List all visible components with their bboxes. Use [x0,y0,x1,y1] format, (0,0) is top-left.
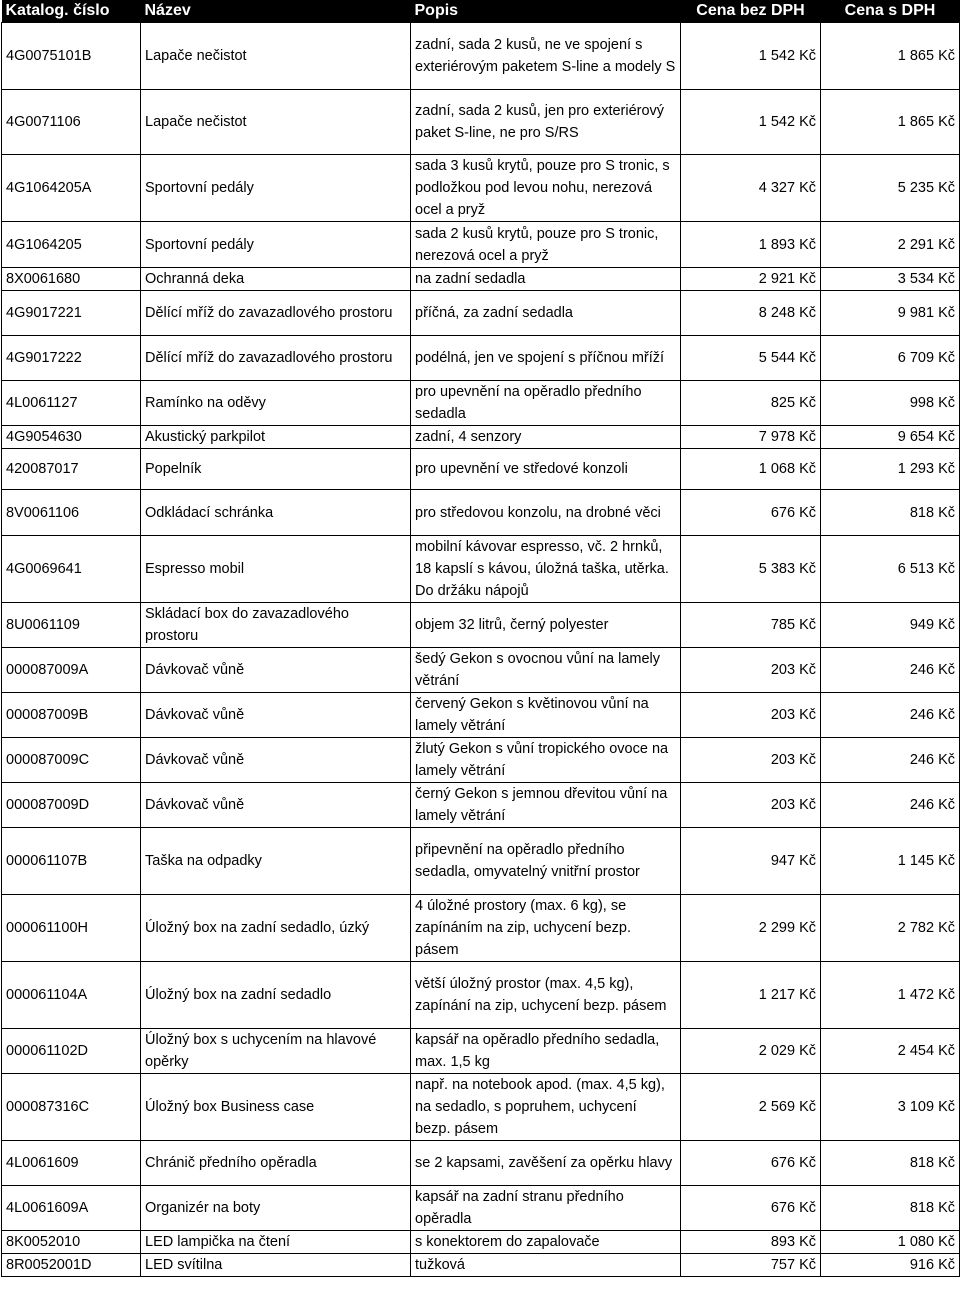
table-row [2,449,960,490]
table-row [2,738,960,783]
price-gross-cell: 818 Kč [821,1141,960,1186]
price-net-cell: 1 893 Kč [681,222,821,268]
name-cell: Lapače nečistot [141,23,411,90]
price-gross-cell: 1 080 Kč [821,1231,960,1254]
description-cell: kapsář na zadní stranu předního opěradla [411,1186,681,1231]
price-gross-cell: 3 109 Kč [821,1074,960,1141]
name-cell: Dávkovač vůně [141,738,411,783]
description-cell: zadní, sada 2 kusů, ne ve spojení s exteriérovým paketem S-line a modely S [411,23,681,90]
price-net-cell: 4 327 Kč [681,155,821,222]
price-gross-cell: 916 Kč [821,1254,960,1277]
price-net-cell: 203 Kč [681,693,821,738]
price-gross-cell: 1 145 Kč [821,828,960,895]
table-row [2,291,960,336]
name-cell: Úložný box Business case [141,1074,411,1141]
table-row [2,90,960,155]
description-cell: např. na notebook apod. (max. 4,5 kg), na sedadlo, s popruhem, uchycení bezp. pásem [411,1074,681,1141]
name-cell: Ochranná deka [141,268,411,291]
name-cell: Chránič předního opěradla [141,1141,411,1186]
description-cell: kapsář na opěradlo předního sedadla, max. 1,5 kg [411,1029,681,1074]
table-row [2,783,960,828]
price-net-cell: 2 299 Kč [681,895,821,962]
code-cell: 4G0069641 [2,536,141,603]
price-net-cell: 5 544 Kč [681,336,821,381]
description-cell: zadní, sada 2 kusů, jen pro exteriérový paket S-line, ne pro S/RS [411,90,681,155]
description-cell: připevnění na opěradlo předního sedadla, omyvatelný vnitřní prostor [411,828,681,895]
code-cell: 8V0061106 [2,490,141,536]
price-net-cell: 2 569 Kč [681,1074,821,1141]
price-gross-cell: 9 981 Kč [821,291,960,336]
price-gross-cell: 1 293 Kč [821,449,960,490]
price-net-cell: 757 Kč [681,1254,821,1277]
name-cell: Dávkovač vůně [141,693,411,738]
table-row [2,155,960,222]
name-cell: Espresso mobil [141,536,411,603]
description-cell: sada 3 kusů krytů, pouze pro S tronic, s podložkou pod levou nohu, nerezová ocel a pryž [411,155,681,222]
code-cell: 000061104A [2,962,141,1029]
code-cell: 000061100H [2,895,141,962]
price-net-cell: 893 Kč [681,1231,821,1254]
table-row [2,1231,960,1254]
description-cell: sada 2 kusů krytů, pouze pro S tronic, nerezová ocel a pryž [411,222,681,268]
code-cell: 000061102D [2,1029,141,1074]
code-cell: 8X0061680 [2,268,141,291]
price-gross-cell: 2 291 Kč [821,222,960,268]
price-gross-cell: 1 472 Kč [821,962,960,1029]
table-row [2,1074,960,1141]
table-row [2,895,960,962]
name-cell: Dělící mříž do zavazadlového prostoru [141,291,411,336]
price-gross-cell: 998 Kč [821,381,960,426]
code-cell: 000087009A [2,648,141,693]
description-cell: šedý Gekon s ovocnou vůní na lamely větrání [411,648,681,693]
price-gross-cell: 1 865 Kč [821,23,960,90]
price-gross-cell: 246 Kč [821,648,960,693]
price-gross-cell: 2 454 Kč [821,1029,960,1074]
price-gross-cell: 246 Kč [821,738,960,783]
price-net-cell: 203 Kč [681,783,821,828]
description-cell: 4 úložné prostory (max. 6 kg), se zapínáním na zip, uchycení bezp. pásem [411,895,681,962]
code-cell: 4G9054630 [2,426,141,449]
code-cell: 4G0071106 [2,90,141,155]
code-cell: 000061107B [2,828,141,895]
code-cell: 4G1064205 [2,222,141,268]
name-cell: Úložný box na zadní sedadlo, úzký [141,895,411,962]
description-cell: pro upevnění ve středové konzoli [411,449,681,490]
header-code: Katalog. číslo [2,0,141,23]
header-price-gross: Cena s DPH [821,0,960,23]
table-row [2,336,960,381]
header-row [2,0,960,23]
table-row [2,381,960,426]
price-net-cell: 1 542 Kč [681,23,821,90]
table-row [2,536,960,603]
table-row [2,828,960,895]
name-cell: Sportovní pedály [141,222,411,268]
price-gross-cell: 3 534 Kč [821,268,960,291]
price-net-cell: 8 248 Kč [681,291,821,336]
header-price-net: Cena bez DPH [681,0,821,23]
description-cell: větší úložný prostor (max. 4,5 kg), zapínání na zip, uchycení bezp. pásem [411,962,681,1029]
name-cell: Dávkovač vůně [141,648,411,693]
price-net-cell: 676 Kč [681,1186,821,1231]
price-gross-cell: 9 654 Kč [821,426,960,449]
description-cell: tužková [411,1254,681,1277]
price-gross-cell: 818 Kč [821,490,960,536]
table-row [2,603,960,648]
price-net-cell: 1 542 Kč [681,90,821,155]
table-row [2,648,960,693]
table-row [2,693,960,738]
table-row [2,1029,960,1074]
code-cell: 8U0061109 [2,603,141,648]
name-cell: Popelník [141,449,411,490]
table-row [2,962,960,1029]
table-row [2,23,960,90]
code-cell: 000087009D [2,783,141,828]
code-cell: 4G0075101B [2,23,141,90]
name-cell: Ramínko na oděvy [141,381,411,426]
price-net-cell: 825 Kč [681,381,821,426]
header-name: Název [141,0,411,23]
name-cell: Lapače nečistot [141,90,411,155]
name-cell: Sportovní pedály [141,155,411,222]
price-gross-cell: 6 513 Kč [821,536,960,603]
name-cell: LED svítilna [141,1254,411,1277]
price-net-cell: 5 383 Kč [681,536,821,603]
description-cell: pro středovou konzolu, na drobné věci [411,490,681,536]
code-cell: 000087316C [2,1074,141,1141]
code-cell: 4L0061609 [2,1141,141,1186]
price-list-table [1,0,960,1277]
table-row [2,268,960,291]
price-net-cell: 203 Kč [681,738,821,783]
code-cell: 000087009C [2,738,141,783]
description-cell: zadní, 4 senzory [411,426,681,449]
name-cell: Taška na odpadky [141,828,411,895]
description-cell: mobilní kávovar espresso, vč. 2 hrnků, 18 kapslí s kávou, úložná taška, utěrka. Do držáku nápojů [411,536,681,603]
price-gross-cell: 1 865 Kč [821,90,960,155]
code-cell: 8K0052010 [2,1231,141,1254]
name-cell: Dělící mříž do zavazadlového prostoru [141,336,411,381]
name-cell: Úložný box na zadní sedadlo [141,962,411,1029]
price-net-cell: 947 Kč [681,828,821,895]
code-cell: 000087009B [2,693,141,738]
table-row [2,426,960,449]
price-net-cell: 676 Kč [681,490,821,536]
price-gross-cell: 5 235 Kč [821,155,960,222]
description-cell: na zadní sedadla [411,268,681,291]
table-row [2,490,960,536]
description-cell: pro upevnění na opěradlo předního sedadla [411,381,681,426]
name-cell: Akustický parkpilot [141,426,411,449]
code-cell: 4G1064205A [2,155,141,222]
price-gross-cell: 2 782 Kč [821,895,960,962]
header-description: Popis [411,0,681,23]
price-net-cell: 676 Kč [681,1141,821,1186]
code-cell: 4G9017222 [2,336,141,381]
price-net-cell: 2 029 Kč [681,1029,821,1074]
price-gross-cell: 246 Kč [821,693,960,738]
price-gross-cell: 818 Kč [821,1186,960,1231]
table-row [2,222,960,268]
price-net-cell: 785 Kč [681,603,821,648]
table-row [2,1186,960,1231]
description-cell: žlutý Gekon s vůní tropického ovoce na lamely větrání [411,738,681,783]
name-cell: Úložný box s uchycením na hlavové opěrky [141,1029,411,1074]
code-cell: 420087017 [2,449,141,490]
code-cell: 8R0052001D [2,1254,141,1277]
price-net-cell: 1 217 Kč [681,962,821,1029]
name-cell: LED lampička na čtení [141,1231,411,1254]
name-cell: Odkládací schránka [141,490,411,536]
price-gross-cell: 246 Kč [821,783,960,828]
price-net-cell: 1 068 Kč [681,449,821,490]
description-cell: podélná, jen ve spojení s příčnou mříží [411,336,681,381]
description-cell: se 2 kapsami, zavěšení za opěrku hlavy [411,1141,681,1186]
table-row [2,1254,960,1277]
table-row [2,1141,960,1186]
description-cell: červený Gekon s květinovou vůní na lamely větrání [411,693,681,738]
code-cell: 4G9017221 [2,291,141,336]
name-cell: Dávkovač vůně [141,783,411,828]
description-cell: s konektorem do zapalovače [411,1231,681,1254]
name-cell: Skládací box do zavazadlového prostoru [141,603,411,648]
price-gross-cell: 949 Kč [821,603,960,648]
code-cell: 4L0061127 [2,381,141,426]
price-net-cell: 7 978 Kč [681,426,821,449]
price-gross-cell: 6 709 Kč [821,336,960,381]
name-cell: Organizér na boty [141,1186,411,1231]
description-cell: černý Gekon s jemnou dřevitou vůní na lamely větrání [411,783,681,828]
code-cell: 4L0061609A [2,1186,141,1231]
description-cell: příčná, za zadní sedadla [411,291,681,336]
price-net-cell: 2 921 Kč [681,268,821,291]
description-cell: objem 32 litrů, černý polyester [411,603,681,648]
price-net-cell: 203 Kč [681,648,821,693]
